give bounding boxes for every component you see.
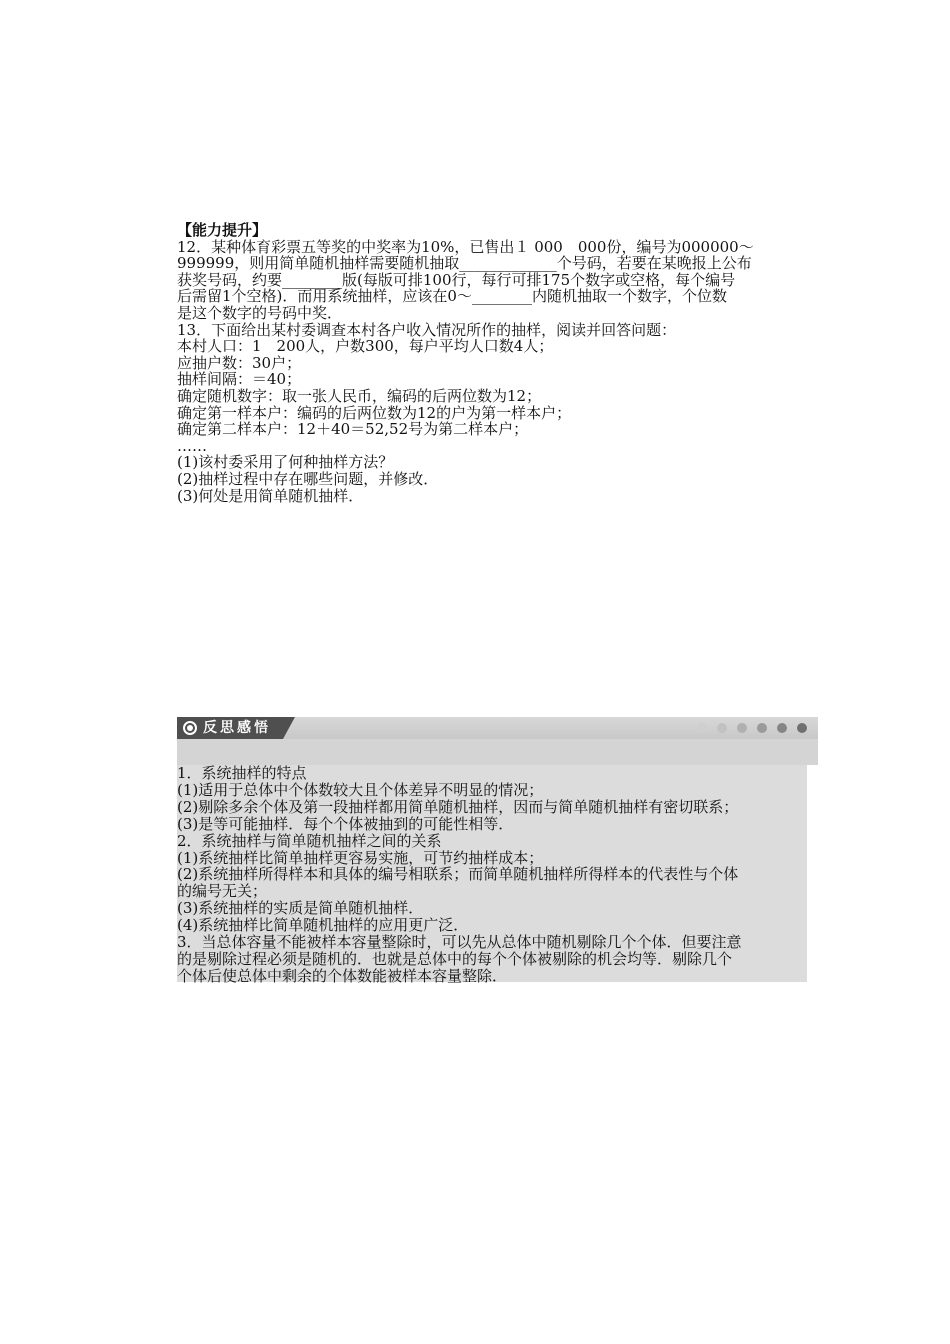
text-line: (3)系统抽样的实质是简单随机抽样．	[177, 899, 424, 918]
decor-dot-icon	[717, 723, 727, 733]
text-line: 确定第一样本户：编码的后两位数为12的户为第一样本户；	[177, 403, 572, 422]
decor-dot-icon	[797, 723, 807, 733]
text-line: 12．某种体育彩票五等奖的中奖率为10%，已售出１ 000 000份，编号为000000～	[177, 237, 754, 256]
text-line: (4)系统抽样比简单随机抽样的应用更广泛．	[177, 916, 469, 935]
ability-section	[177, 222, 807, 504]
text-line: 本村人口：1 200人，户数300，每户平均人口数4人；	[177, 337, 554, 356]
tab-notch	[283, 717, 295, 739]
decor-dot-icon	[757, 723, 767, 733]
text-line: 获奖号码，约要________版(每版可排100行，每行可排175个数字或空格，每个编号	[177, 270, 736, 289]
decor-dot-icon	[777, 723, 787, 733]
decor-dot-icon	[737, 723, 747, 733]
text-line: (2)抽样过程中存在哪些问题，并修改．	[177, 469, 439, 488]
text-line: 是这个数字的号码中奖．	[177, 303, 343, 322]
reflection-tab	[177, 717, 283, 739]
reflection-header	[177, 717, 818, 765]
text-line: 个体后使总体中剩余的个体数能被样本容量整除．	[177, 966, 508, 985]
reflection-panel	[177, 764, 807, 985]
text-line: 的编号无关；	[177, 882, 268, 901]
decor-dot-icon	[697, 723, 707, 733]
text-line: 2．系统抽样与简单随机抽样之间的关系	[177, 831, 442, 850]
section-heading: 【能力提升】	[177, 221, 268, 239]
text-line: (1)该村委采用了何种抽样方法？	[177, 453, 394, 472]
text-line: 的是剔除过程必须是随机的．也就是总体中的每个个体被剔除的机会均等．剔除几个	[177, 949, 733, 968]
text-line: (2)剔除多余个体及第一段抽样都用简单随机抽样，因而与简单随机抽样有密切联系；	[177, 797, 739, 816]
text-line: 应抽户数：30户；	[177, 353, 302, 372]
text-line: ……	[177, 436, 207, 455]
text-line: 确定第二样本户：12＋40＝52,52号为第二样本户；	[177, 420, 529, 439]
text-line: 3．当总体容量不能被样本容量整除时，可以先从总体中随机剔除几个个体．但要注意	[177, 933, 742, 952]
text-line: 抽样间隔：＝40；	[177, 370, 302, 389]
text-line: 999999，则用简单随机抽样需要随机抽取_____________个号码，若要在某晚报上公布	[177, 254, 752, 273]
text-line: 后需留1个空格)．而用系统抽样，应该在0～________内随机抽取一个数字，个位数	[177, 287, 727, 306]
text-line: (1)系统抽样比简单抽样更容易实施，可节约抽样成本；	[177, 848, 544, 867]
reflection-header-bar	[177, 717, 818, 739]
text-line: (1)适用于总体中个体数较大且个体差异不明显的情况；	[177, 780, 544, 799]
reflection-title: 反思感悟	[203, 720, 271, 736]
text-line: 确定随机数字：取一张人民币，编码的后两位数为12；	[177, 386, 542, 405]
text-line: 1．系统抽样的特点	[177, 764, 307, 782]
text-line: 13．下面给出某村委调查本村各户收入情况所作的抽样，阅读并回答问题：	[177, 320, 677, 339]
text-line: (3)是等可能抽样．每个个体被抽到的可能性相等．	[177, 814, 514, 833]
text-line: (2)系统抽样所得样本和具体的编号相联系；而简单随机抽样所得样本的代表性与个体	[177, 865, 739, 884]
target-circle-icon	[183, 721, 197, 735]
text-line: (3)何处是用简单随机抽样．	[177, 486, 364, 505]
